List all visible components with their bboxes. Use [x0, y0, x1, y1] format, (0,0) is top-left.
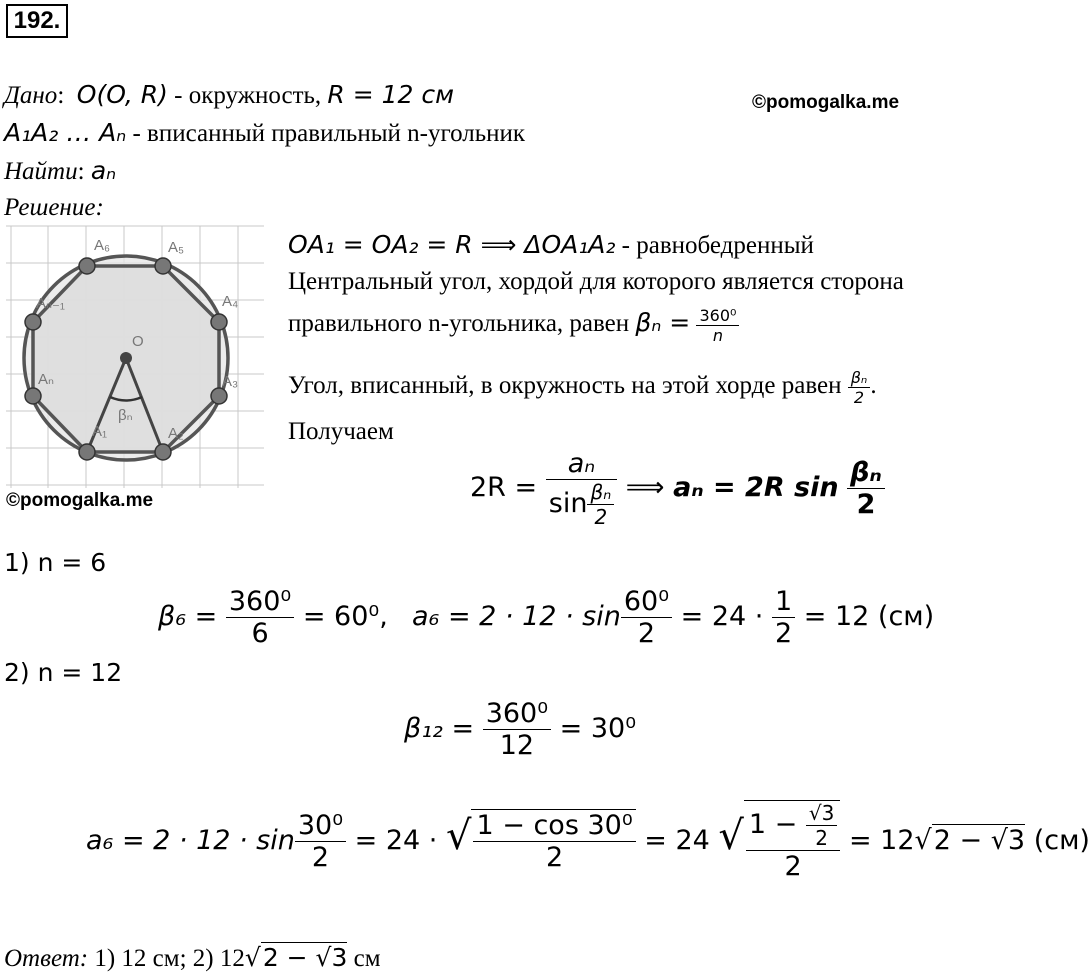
answer-root: 2 − √3 — [262, 943, 348, 972]
case2-beta-lhs: β₁₂ = — [404, 713, 475, 744]
formula-lhs: 2R = — [470, 472, 538, 503]
fraction-beta-2-num: βₙ — [850, 368, 868, 387]
formula-rhs: aₙ = 2R sin — [673, 472, 839, 503]
angle-label: βₙ — [118, 407, 133, 424]
sqrt-sign-1: √ — [445, 813, 472, 859]
sqrt2-num — [746, 801, 840, 850]
explain-line3 — [288, 306, 739, 345]
center-label: O — [132, 333, 144, 350]
formula-rhs-den: 2 — [847, 488, 885, 520]
sqrt2-inner-den: 2 — [806, 825, 837, 850]
sqrt3-body: 2 − √3 — [933, 825, 1026, 856]
explain-line1-text: - равнобедренный — [615, 232, 814, 259]
case2-beta-rhs: = 30⁰ — [559, 713, 637, 744]
case1-a-rhs: = 12 (см) — [803, 601, 935, 632]
watermark-diagram: ©pomogalka.me — [6, 490, 154, 511]
explain-line3-text: правильного n-угольника, равен — [288, 310, 636, 338]
formula-arrow: ⟹ — [625, 472, 665, 503]
case2-a — [86, 800, 1090, 882]
sqrt2-inner-num: √3 — [808, 801, 835, 825]
label-a1: A₁ — [92, 423, 108, 440]
explain-line5: Получаем — [288, 418, 394, 445]
label-a2: A₂ — [168, 425, 184, 442]
fraction-beta-2 — [848, 368, 871, 407]
fraction-360-n — [696, 306, 739, 345]
formula-den-den: 2 — [587, 504, 614, 529]
answer-line — [4, 942, 381, 973]
case2-beta-den: 12 — [483, 729, 551, 761]
label-an: Aₙ — [38, 371, 54, 388]
case1-a — [412, 586, 934, 649]
sqrt-sign-2: √ — [718, 813, 744, 859]
sqrt1-num: 1 − cos 30⁰ — [476, 810, 633, 841]
find-label: Найти — [4, 158, 78, 185]
answer-label: Ответ: — [4, 945, 89, 972]
case1-header: 1) n = 6 — [4, 548, 107, 577]
case2-a-mid: = 24 · — [354, 825, 438, 856]
case1-a-den: 2 — [621, 617, 672, 649]
case2-a-mid3: = 12 — [848, 825, 915, 856]
sqrt1-frac — [473, 810, 635, 873]
case2-a-num: 30⁰ — [297, 810, 344, 841]
solution-label: Решение: — [4, 194, 104, 221]
polygon-text: - вписанный правильный n-угольник — [126, 120, 526, 147]
label-an-1: Aₙ₋₁ — [36, 295, 65, 312]
sqrt1-body — [471, 809, 635, 873]
sqrt2-num-a: 1 − — [748, 809, 798, 840]
case1-beta-num: 360⁰ — [228, 586, 292, 617]
case1-a-frac2 — [772, 586, 795, 649]
label-a6: A₆ — [94, 237, 111, 254]
solution-label-text: Решение — [4, 194, 96, 221]
case2-header: 2) n = 12 — [4, 658, 123, 687]
case1-beta-lhs: β₆ = — [158, 601, 218, 632]
formula-rhs-num: βₙ — [850, 457, 882, 488]
case1-beta-frac — [226, 586, 294, 649]
case1-a-lhs: a₆ = 2 · 12 · sin — [412, 601, 621, 632]
answer-unit: см — [347, 945, 381, 972]
explain-line2: Центральный угол, хордой для которого является сторона — [288, 268, 904, 295]
watermark-top: ©pomogalka.me — [752, 92, 900, 113]
fraction-beta-2-den: 2 — [848, 387, 871, 407]
case2-beta — [404, 698, 636, 761]
given-line: Дано: O(O, R) - окружность, R = 12 см — [4, 80, 454, 109]
given-circle-text: - окружность, — [167, 82, 328, 109]
given-radius: R = 12 см — [327, 80, 454, 109]
formula-den-frac — [587, 480, 614, 529]
polygon-name: A₁A₂ … Aₙ — [4, 118, 127, 147]
sqrt2-body — [744, 800, 840, 882]
sqrt2-inner-frac — [806, 801, 837, 850]
case2-beta-frac — [483, 698, 551, 761]
case2-beta-num: 360⁰ — [485, 698, 549, 729]
case1-a-num: 60⁰ — [623, 586, 670, 617]
fraction-360-n-num: 360⁰ — [699, 306, 737, 325]
answer-text: 1) 12 см; 2) 12 — [88, 945, 245, 972]
sqrt2-den: 2 — [746, 850, 840, 882]
answer-sqrt-sign: √ — [244, 943, 261, 972]
given-label: Дано — [4, 82, 58, 109]
find-value: aₙ — [90, 156, 117, 185]
label-a3: A₃ — [222, 373, 239, 390]
case2-a-lhs: a₆ = 2 · 12 · sin — [86, 825, 295, 856]
case2-a-mid2: = 24 — [644, 825, 710, 856]
label-a5: A₅ — [168, 239, 185, 256]
given-circle: O(O, R) — [76, 80, 168, 109]
case1-a-num2: 1 — [774, 586, 793, 617]
case1-beta — [158, 586, 388, 649]
case1-a-mid: = 24 · — [680, 601, 764, 632]
case2-a-unit: (см) — [1033, 825, 1090, 856]
explain-line4-text: Угол, вписанный, в окружность на этой хорде равен — [288, 372, 848, 400]
sqrt2-frac — [746, 801, 840, 882]
polygon-diagram — [6, 226, 264, 488]
formula-num: aₙ — [567, 448, 596, 479]
problem-number: 192. — [6, 4, 68, 38]
formula-fraction — [546, 448, 617, 529]
formula-den — [546, 479, 617, 529]
sqrt-sign-3: √ — [914, 825, 932, 856]
main-formula — [470, 448, 885, 529]
case1-beta-den: 6 — [226, 617, 294, 649]
case2-a-frac — [295, 810, 346, 873]
sqrt1-den: 2 — [473, 841, 635, 873]
label-a4: A₄ — [222, 293, 239, 310]
explain-line1-math: OA₁ = OA₂ = R ⟹ ΔOA₁A₂ — [288, 230, 616, 259]
case2-a-den: 2 — [295, 841, 346, 873]
formula-den-sin: sin — [548, 488, 588, 519]
case1-a-den2: 2 — [772, 617, 795, 649]
formula-den-num: βₙ — [590, 480, 612, 504]
case1-a-frac — [621, 586, 672, 649]
explain-line3-beta: βₙ = — [635, 308, 691, 338]
center-point — [120, 352, 132, 364]
case1-beta-rhs: = 60⁰, — [302, 601, 388, 632]
polygon-line — [4, 118, 525, 148]
find-line: Найти: aₙ — [4, 156, 117, 185]
fraction-360-n-den: n — [696, 325, 739, 345]
explain-line1 — [288, 230, 814, 260]
formula-rhs-frac — [847, 457, 885, 520]
explain-line4: Угол, вписанный, в окружность на этой хорде равен $\frac{\text{βₙ}}{2}$ . — [288, 368, 877, 407]
